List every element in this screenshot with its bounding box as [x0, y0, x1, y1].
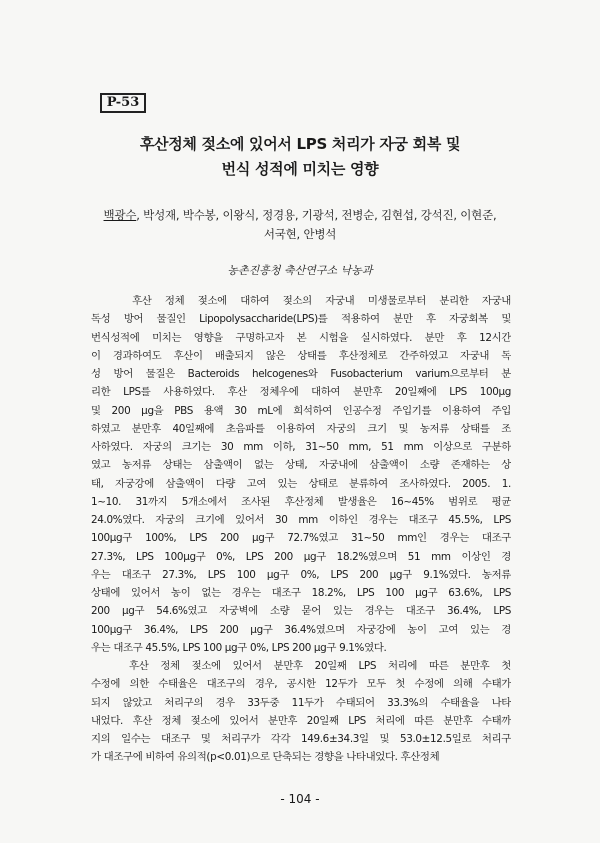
body-line: 이 경과하여도 후산이 배출되지 않은 상태를 후산정체로 간주하였고 자궁내 독: [91, 349, 511, 362]
abstract-body: [91, 292, 511, 767]
page-number: - 104 -: [280, 792, 320, 806]
body-line: 100μg구 36.4%, LPS 200 μg구 36.4%였으며 자궁강에 농이 고여 있는 경: [91, 623, 511, 636]
title-line-1: 후산정체 젖소에 있어서 LPS 처리가 자궁 회복 및: [139, 135, 461, 153]
abstract-code-box: P-53: [100, 93, 146, 113]
body-line: 태, 자궁강에 삼출액이 다량 고여 있는 상태로 분류하여 조사하였다. 2005. 1.: [91, 477, 511, 490]
body-line: 리한 LPS를 사용하였다. 후산 정체우에 대하여 분만후 20일째에 LPS 100μg: [91, 386, 511, 399]
body-line: 성 방어 물질은 Bacteroids helcogenes와 Fusobacterium varium으로부터 분: [91, 368, 511, 380]
affiliation: 농촌진흥청 축산연구소 낙농과: [227, 264, 373, 277]
body-line: 수정에 의한 수태율은 대조구의 경우, 공시한 12두가 모두 첫 수정에 의해 수태가: [91, 678, 511, 691]
body-line: 우는 대조구 45.5%, LPS 100 μg구 0%, LPS 200 μg구 9.1%였다.: [91, 641, 387, 654]
body-line: 1~10. 31까지 5개소에서 조사된 후산정체 발생율은 16~45% 범위로 평균: [91, 495, 511, 508]
title-line-2: 번식 성적에 미치는 영향: [221, 160, 379, 178]
body-line: 24.0%였다. 자궁의 크기에 있어서 30 mm 이하인 경우는 대조구 45.5%, LPS: [91, 514, 511, 526]
body-line: 후산 정체 젖소에 있어서 분만후 20일째 LPS 처리에 따른 분만후 첫: [91, 660, 511, 672]
body-line: 지의 일수는 대조구 및 처리구가 각각 149.6±34.3일 및 53.0±12.5일로 처리구: [91, 733, 511, 745]
body-line: 우는 대조구 27.3%, LPS 100 μg구 0%, LPS 200 μg구 9.1%였다. 농저류: [91, 568, 511, 581]
body-line: 하였고 분만후 40일째에 초음파를 이용하여 자궁의 크기 및 농저류 상태를 조: [91, 422, 511, 435]
body-line: 200 μg구 54.6%였고 자궁벽에 소량 묻어 있는 경우는 대조구 36.4%, LPS: [91, 605, 511, 618]
co-authors: , 박성재, 박수봉, 이왕식, 정경용, 기광석, 전병순, 김현섭, 강석진, 이현준,: [136, 208, 497, 222]
body-line: 번식성적에 미치는 영향을 구명하고자 본 시험을 실시하였다. 분만 후 12시간: [91, 331, 511, 344]
body-line: 사하였다. 자궁의 크기는 30 mm 이하, 31~50 mm, 51 mm 이상으로 구분하: [91, 441, 511, 453]
body-line: 27.3%, LPS 100μg구 0%, LPS 200 μg구 18.2%였으며 51 mm 이상인 경: [91, 550, 511, 563]
body-line: 후산 정체 젖소에 대하여 젖소의 자궁내 미생물로부터 분리한 자궁내: [91, 295, 511, 307]
presenting-author: 백광수: [103, 208, 137, 222]
body-line: 및 200 μg을 PBS 용액 30 mL에 희석하여 인공수정 주입기를 이용하여 주입: [91, 404, 511, 417]
authors-line-2: 서국현, 안병석: [263, 227, 337, 241]
body-line: 가 대조구에 비하여 유의적(p<0.01)으로 단축되는 경향을 나타내었다. 후산정체: [91, 751, 440, 764]
body-line: 100μg구 100%, LPS 200 μg구 72.7%였고 31~50 mm인 경우는 대조구: [91, 532, 511, 545]
authors-line-1: [60, 206, 540, 225]
body-line: 상태에 있어서 농이 없는 경우는 대조구 18.2%, LPS 100 μg구 63.6%, LPS: [91, 587, 511, 599]
body-line: 되지 않았고 처리구의 경우 33두중 11두가 수태되어 33.3%의 수태율을 나타: [91, 696, 511, 709]
body-line: 내었다. 후산 정체 젖소에 있어서 분만후 20일째 LPS 처리에 따른 분만후 수태까: [91, 714, 511, 727]
body-line: 였고 농저류 상태는 삼출액이 없는 상태, 자궁내에 삼출액이 소량 존재하는 상: [91, 459, 511, 472]
body-line: 독성 방어 물질인 Lipopolysaccharide(LPS)를 적용하여 분만 후 자궁회복 및: [91, 313, 511, 326]
